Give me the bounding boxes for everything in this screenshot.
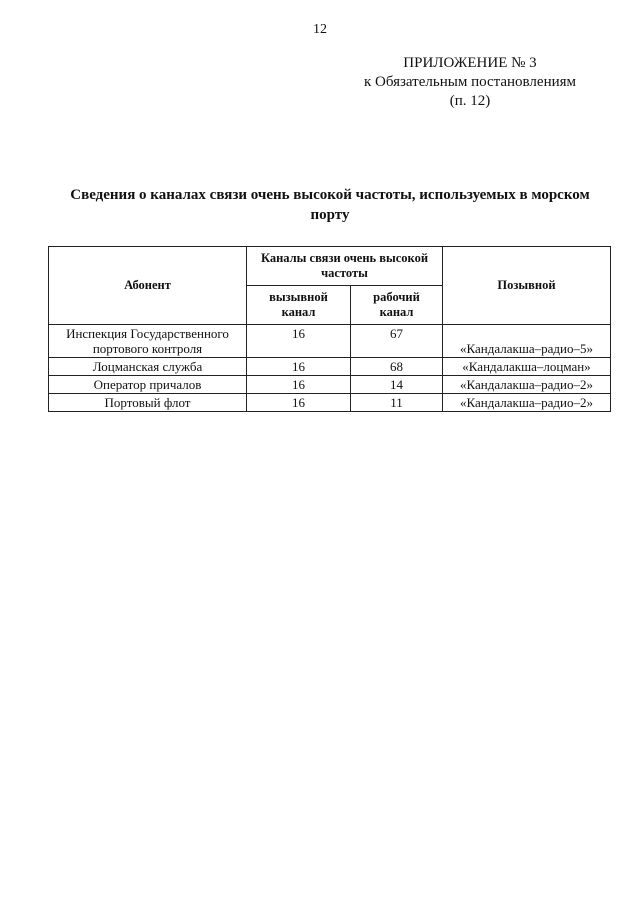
header-channels-group: Каналы связи очень высокой частоты (247, 247, 443, 286)
cell-calling-channel: 16 (247, 325, 351, 358)
appendix-header (330, 54, 610, 111)
cell-subscriber: Портовый флот (49, 394, 247, 412)
cell-calling-channel: 16 (247, 376, 351, 394)
header-working-channel: рабочий канал (351, 286, 443, 325)
cell-callsign: «Кандалакша–радио–5» (443, 325, 611, 358)
header-subscriber: Абонент (49, 247, 247, 325)
cell-callsign: «Кандалакша–радио–2» (443, 376, 611, 394)
cell-calling-channel: 16 (247, 394, 351, 412)
document-title-line-2: порту (310, 207, 350, 223)
cell-subscriber: Лоцманская служба (49, 358, 247, 376)
document-title-line-1: Сведения о каналах связи очень высокой частоты, используемых в морском (70, 187, 590, 203)
header-calling-channel: вызывной канал (247, 286, 351, 325)
cell-working-channel: 11 (351, 394, 443, 412)
cell-working-channel: 68 (351, 358, 443, 376)
cell-callsign: «Кандалакша–радио–2» (443, 394, 611, 412)
appendix-clause: (п. 12) (449, 93, 491, 109)
vhf-channels-table (48, 246, 611, 412)
cell-working-channel: 67 (351, 325, 443, 358)
cell-subscriber: Оператор причалов (49, 376, 247, 394)
table-row (49, 394, 611, 412)
cell-working-channel: 14 (351, 376, 443, 394)
cell-calling-channel: 16 (247, 358, 351, 376)
table-header-row (49, 247, 611, 286)
table-row (49, 358, 611, 376)
document-title (50, 185, 610, 225)
table-row (49, 376, 611, 394)
appendix-reference: к Обязательным постановлениям (363, 74, 577, 90)
table-row (49, 325, 611, 358)
page-number: 12 (313, 22, 327, 37)
header-callsign: Позывной (443, 247, 611, 325)
appendix-number: ПРИЛОЖЕНИЕ № 3 (403, 55, 537, 71)
cell-callsign: «Кандалакша–лоцман» (443, 358, 611, 376)
cell-subscriber: Инспекция Государственного портового контроля (49, 325, 247, 358)
